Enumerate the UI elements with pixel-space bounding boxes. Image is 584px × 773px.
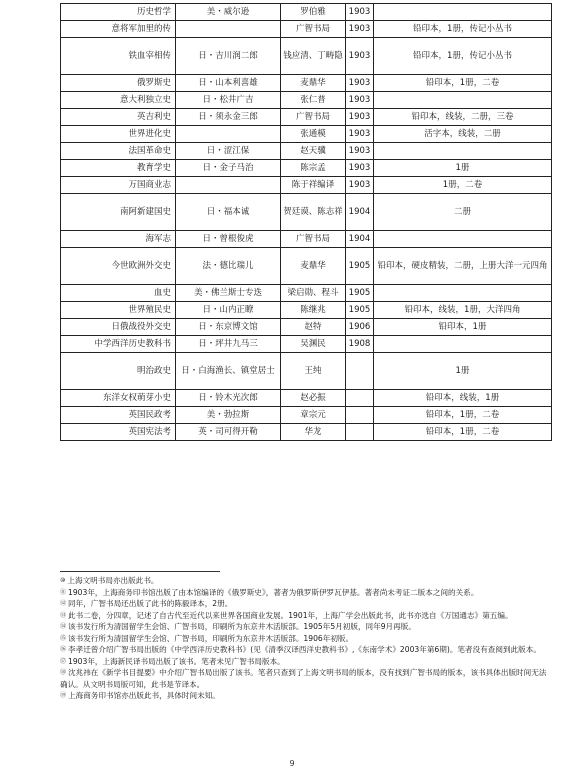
footnote <box>60 633 551 645</box>
translator-cell: 张仁普 <box>281 92 346 109</box>
book-title-cell: 东洋女权萌芽小史 <box>61 390 176 407</box>
table-row <box>61 21 552 38</box>
table-row <box>61 407 552 424</box>
footnote-text: 李孝迁曾介绍广智书局出版的《中学西洋历史教科书》(见《清季汉译西洋史教科书》,《东南学术》2003年第6期)。笔者没有查阅到此版本。 <box>68 645 541 654</box>
translator-cell: 吴渊民 <box>281 336 346 353</box>
book-title-cell: 意大利独立史 <box>61 92 176 109</box>
book-title-cell: 今世欧洲外交史 <box>61 248 176 285</box>
author-cell: 法・德比瑞儿 <box>176 248 281 285</box>
translator-cell: 麦鼎华 <box>281 248 346 285</box>
author-cell <box>176 177 281 194</box>
year-cell: 1903 <box>346 21 374 38</box>
translator-cell: 陈宗孟 <box>281 160 346 177</box>
table-row <box>61 248 552 285</box>
author-cell: 日・山本利喜雄 <box>176 75 281 92</box>
author-cell: 日・涩江保 <box>176 143 281 160</box>
year-cell: 1903 <box>346 177 374 194</box>
note-cell: 铅印本，1册 <box>374 319 552 336</box>
translator-cell: 麦鼎华 <box>281 75 346 92</box>
book-title-cell: 英吉利史 <box>61 109 176 126</box>
table-row <box>61 424 552 441</box>
footnote-text: 1903年，上海商务印书馆出版了由本馆编译的《俄罗斯史》，著者为俄罗斯伊罗瓦伊基。著者尚未考证二版本之间的关系。 <box>68 587 479 597</box>
translator-cell: 钱应清、丁畴隐 <box>281 38 346 75</box>
note-cell: 铅印本，1册，二卷 <box>374 424 552 441</box>
book-title-cell: 英国宪法考 <box>61 424 176 441</box>
note-cell: 铅印本，1册，二卷 <box>374 407 552 424</box>
book-title-cell: 俄罗斯史 <box>61 75 176 92</box>
footnote <box>60 598 551 610</box>
note-cell: 铅印本，1册，二卷 <box>374 75 552 92</box>
page-number: 9 <box>289 759 295 768</box>
translator-cell: 广智书局 <box>281 21 346 38</box>
year-cell: 1906 <box>346 319 374 336</box>
table-row <box>61 390 552 407</box>
author-cell: 日・吉川润二郎 <box>176 38 281 75</box>
author-cell: 美・佛兰斯士专迭 <box>176 285 281 302</box>
note-cell: 铅印本，线装，1册，大洋四角 <box>374 302 552 319</box>
book-title-cell: 铁血宰相传 <box>61 38 176 75</box>
footnote-mark: ⑫ <box>60 600 67 607</box>
table-row <box>61 319 552 336</box>
table-row <box>61 4 552 21</box>
footnote <box>60 667 551 690</box>
year-cell <box>346 390 374 407</box>
book-title-cell: 英国民政考 <box>61 407 176 424</box>
year-cell: 1903 <box>346 160 374 177</box>
footnote-mark: ⑬ <box>60 611 67 619</box>
footnote <box>60 587 551 599</box>
author-cell: 日・东京博文馆 <box>176 319 281 336</box>
author-cell: 日・曾根俊虎 <box>176 231 281 248</box>
year-cell <box>346 407 374 424</box>
footnote <box>60 644 551 656</box>
book-title-cell: 世界进化史 <box>61 126 176 143</box>
year-cell <box>346 424 374 441</box>
table-row <box>61 302 552 319</box>
year-cell <box>346 353 374 390</box>
footnote <box>60 610 551 622</box>
footnote-text: 该书发行所为清国留学生会馆、广智书局，印刷所为东京井木活版部。1906年初版。 <box>68 633 354 643</box>
author-cell: 日・须永金三郎 <box>176 109 281 126</box>
note-cell <box>374 92 552 109</box>
note-cell: 铅印本，线装，1册 <box>374 390 552 407</box>
book-title-cell: 意将军加里的传 <box>61 21 176 38</box>
author-cell <box>176 21 281 38</box>
author-cell: 日・山内正瞭 <box>176 302 281 319</box>
author-cell: 日・金子马治 <box>176 160 281 177</box>
table-row <box>61 336 552 353</box>
book-title-cell: 明治政史 <box>61 353 176 390</box>
footnote-text: 同年，广智书局还出版了此书的陈毅译本，2册。 <box>68 599 233 608</box>
translator-cell: 王纯 <box>281 353 346 390</box>
footnote <box>60 621 551 633</box>
note-cell: 铅印本，线装，二册，三卷 <box>374 109 552 126</box>
author-cell: 美・勃拉斯 <box>176 407 281 424</box>
footnote-mark: ⑭ <box>60 623 67 630</box>
year-cell: 1903 <box>346 38 374 75</box>
note-cell: 活字本，线装，二册 <box>374 126 552 143</box>
footnote-mark: ⑩ <box>60 577 66 584</box>
table-row <box>61 194 552 231</box>
book-title-cell: 南阿新建国史 <box>61 194 176 231</box>
year-cell: 1903 <box>346 109 374 126</box>
translator-cell: 陈于祥编译 <box>281 177 346 194</box>
year-cell: 1905 <box>346 248 374 285</box>
year-cell: 1903 <box>346 4 374 21</box>
table-row <box>61 353 552 390</box>
table-row <box>61 109 552 126</box>
table-row <box>61 285 552 302</box>
footnote-text: 上海商务印书馆亦出版此书，具体时间未知。 <box>68 691 220 700</box>
footnote-mark: ⑯ <box>60 646 67 653</box>
translator-cell: 华龙 <box>281 424 346 441</box>
footnote-mark: ⑮ <box>60 634 67 642</box>
book-title-cell: 海军志 <box>61 231 176 248</box>
note-cell <box>374 231 552 248</box>
author-cell: 日・白海渔长、镇堂居士 <box>176 353 281 390</box>
year-cell: 1903 <box>346 143 374 160</box>
year-cell: 1903 <box>346 126 374 143</box>
table-row <box>61 38 552 75</box>
note-cell <box>374 336 552 353</box>
table-row <box>61 177 552 194</box>
footnote-text: 1903年，上海新民译书局出版了该书。笔者未见广智书局版本。 <box>68 656 285 666</box>
footnote <box>60 656 551 668</box>
note-cell: 1册 <box>374 353 552 390</box>
table-row <box>61 231 552 248</box>
book-list-table <box>60 3 552 441</box>
note-cell: 铅印本，1册，传记小丛书 <box>374 38 552 75</box>
book-title-cell: 教育学史 <box>61 160 176 177</box>
author-cell: 日・坪井九马三 <box>176 336 281 353</box>
author-cell: 日・铃木光次郎 <box>176 390 281 407</box>
year-cell: 1905 <box>346 302 374 319</box>
book-title-cell: 万国商业志 <box>61 177 176 194</box>
note-cell: 1册，二卷 <box>374 177 552 194</box>
note-cell: 铅印本，1册，传记小丛书 <box>374 21 552 38</box>
author-cell: 日・松井广吉 <box>176 92 281 109</box>
table-row <box>61 143 552 160</box>
note-cell <box>374 143 552 160</box>
footnote <box>60 690 551 702</box>
book-title-cell: 世界殖民史 <box>61 302 176 319</box>
translator-cell: 赵天骥 <box>281 143 346 160</box>
footnote-mark: ⑪ <box>60 588 67 596</box>
footnotes <box>60 571 551 702</box>
author-cell: 英・司可得开勒 <box>176 424 281 441</box>
note-cell: 铅印本，硬皮精装，二册，上册大洋一元四角 <box>374 248 552 285</box>
translator-cell: 赵必振 <box>281 390 346 407</box>
footnote-mark: ⑱ <box>60 669 67 676</box>
translator-cell: 赵特 <box>281 319 346 336</box>
book-title-cell: 历史哲学 <box>61 4 176 21</box>
year-cell: 1904 <box>346 231 374 248</box>
footnote-text: 此书二卷，分四章，记述了自古代至近代以来世界各国商业发展。1901年，上海广学会出版此书，此书亦选自《万国通志》第五编。 <box>68 610 513 620</box>
book-title-cell: 日俄战役外交史 <box>61 319 176 336</box>
footnote-text: 沈兆祎在《新学书目提要》中介绍广智书局出版了该书。笔者只查到了上海文明书局的版本，没有找到广智书局的版本，该书具体出版时间无法确认。从文明书局版可知，此书是节译本。 <box>60 668 547 689</box>
footnote-mark: ⑲ <box>60 692 67 699</box>
author-cell: 日・福本诚 <box>176 194 281 231</box>
year-cell: 1908 <box>346 336 374 353</box>
footnote-rule <box>60 571 220 572</box>
book-title-cell: 血史 <box>61 285 176 302</box>
year-cell: 1903 <box>346 75 374 92</box>
footnote-text: 上海文明书局亦出版此书。 <box>67 576 159 585</box>
translator-cell: 张通模 <box>281 126 346 143</box>
table-row <box>61 126 552 143</box>
translator-cell: 梁启勋、程斗 <box>281 285 346 302</box>
year-cell: 1905 <box>346 285 374 302</box>
book-title-cell: 中学西洋历史教科书 <box>61 336 176 353</box>
book-title-cell: 法国革命史 <box>61 143 176 160</box>
year-cell: 1903 <box>346 92 374 109</box>
note-cell: 二册 <box>374 194 552 231</box>
author-cell: 美・威尔逊 <box>176 4 281 21</box>
footnote <box>60 575 551 587</box>
table-row <box>61 92 552 109</box>
translator-cell: 广智书局 <box>281 231 346 248</box>
note-cell <box>374 285 552 302</box>
translator-cell: 广智书局 <box>281 109 346 126</box>
note-cell: 1册 <box>374 160 552 177</box>
translator-cell: 章宗元 <box>281 407 346 424</box>
year-cell: 1904 <box>346 194 374 231</box>
translator-cell: 陈继兆 <box>281 302 346 319</box>
table-row <box>61 75 552 92</box>
note-cell <box>374 4 552 21</box>
author-cell <box>176 126 281 143</box>
table-row <box>61 160 552 177</box>
translator-cell: 罗伯雅 <box>281 4 346 21</box>
footnote-text: 该书发行所为清国留学生会馆、广智书局，印刷所为东京井木活版部。1905年5月初版，同年9月再版。 <box>68 622 416 631</box>
translator-cell: 贺廷谟、陈志祥 <box>281 194 346 231</box>
footnote-mark: ⑰ <box>60 657 67 665</box>
